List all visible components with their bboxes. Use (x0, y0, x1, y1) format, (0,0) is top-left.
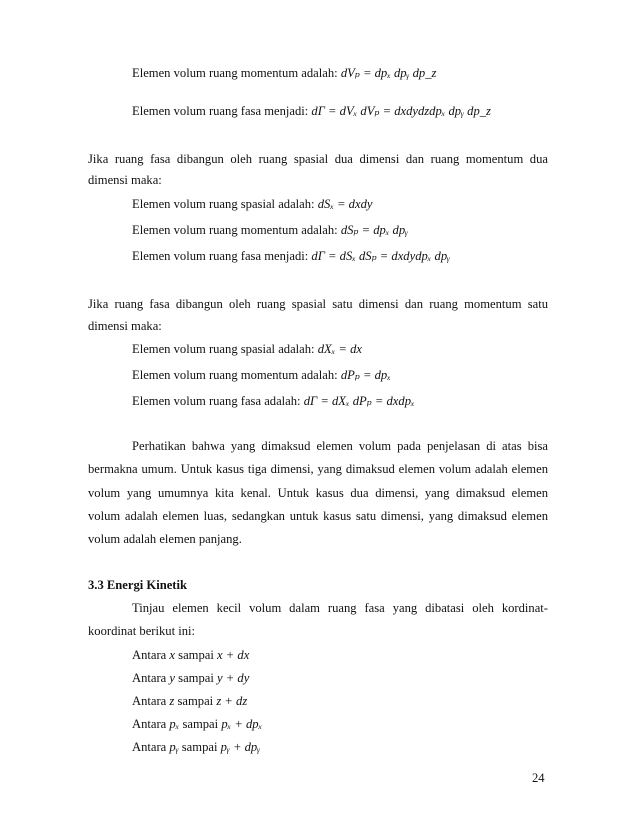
line-phase-volume-1d (132, 393, 415, 409)
paragraph-1d-line-1: Jika ruang fasa dibangun oleh ruang spasial satu dimensi dan ruang momentum satu (88, 297, 548, 311)
range-label: Antara (132, 740, 167, 754)
section-heading: 3.3 Energi Kinetik (88, 578, 188, 592)
paragraph-note-line-5: volum adalah elemen panjang. (88, 532, 242, 546)
math-expression: dΓ = dVₓ dVₚ = dxdydzdpₓ dpᵧ dp_z (311, 104, 491, 118)
line-momentum-volume-3d (132, 65, 436, 81)
line-label: Elemen volum ruang momentum adalah: (132, 368, 338, 382)
range-label: Antara (132, 671, 167, 685)
line-phase-volume-2d (132, 248, 450, 264)
range-start: pₓ (169, 717, 180, 731)
math-expression: dΓ = dSₓ dSₚ = dxdydpₓ dpᵧ (311, 249, 451, 263)
math-expression: dVₚ = dpₓ dpᵧ dp_z (340, 66, 437, 80)
range-mid: sampai (178, 648, 214, 662)
paragraph-note-line-2: bermakna umum. Untuk kasus tiga dimensi, yang dimaksud elemen volum adalah elemen (88, 462, 548, 476)
paragraph-section-line-2: koordinat berikut ini: (88, 624, 196, 638)
line-label: Elemen volum ruang fasa menjadi: (132, 249, 309, 263)
paragraph-2d-line-1: Jika ruang fasa dibangun oleh ruang spasial dua dimensi dan ruang momentum dua (88, 152, 548, 166)
range-start: x (169, 648, 176, 662)
range-end: pₓ + dpₓ (221, 717, 263, 731)
range-py (132, 739, 260, 755)
range-end: pᵧ + dpᵧ (220, 740, 261, 754)
page-number: 24 (532, 771, 545, 785)
range-y (132, 670, 249, 686)
paragraph-1d-line-2: dimensi maka: (88, 319, 162, 333)
line-momentum-volume-2d (132, 222, 408, 238)
line-label: Elemen volum ruang spasial adalah: (132, 342, 315, 356)
paragraph-section-line-1: Tinjau elemen kecil volum dalam ruang fasa yang dibatasi oleh kordinat- (132, 601, 548, 615)
range-label: Antara (132, 648, 167, 662)
paragraph-note-line-4: volum adalah elemen luas, sedangkan untuk kasus satu dimensi, yang dimaksud elemen (88, 509, 548, 523)
line-label: Elemen volum ruang momentum adalah: (132, 66, 338, 80)
range-label: Antara (132, 717, 167, 731)
range-mid: sampai (177, 694, 214, 708)
math-expression: dPₚ = dpₓ (340, 368, 391, 382)
line-label: Elemen volum ruang fasa menjadi: (132, 104, 309, 118)
line-label: Elemen volum ruang momentum adalah: (132, 223, 338, 237)
range-end: y + dy (217, 671, 250, 685)
range-start: pᵧ (169, 740, 179, 754)
range-label: Antara (132, 694, 167, 708)
line-spatial-volume-1d (132, 341, 362, 357)
line-label: Elemen volum ruang fasa adalah: (132, 394, 301, 408)
math-expression: dXₓ = dx (317, 342, 362, 356)
range-start: z (169, 694, 175, 708)
range-x (132, 647, 249, 663)
range-mid: sampai (178, 671, 214, 685)
paragraph-note-line-1: Perhatikan bahwa yang dimaksud elemen volum pada penjelasan di atas bisa (132, 439, 548, 453)
line-phase-volume-3d (132, 103, 491, 119)
paragraph-note-line-3: volum yang umumnya kita kenal. Untuk kasus dua dimensi, yang dimaksud elemen (88, 486, 548, 500)
math-expression: dSₚ = dpₓ dpᵧ (340, 223, 409, 237)
range-end: z + dz (216, 694, 248, 708)
range-z (132, 693, 247, 709)
math-expression: dSₓ = dxdy (317, 197, 373, 211)
paragraph-2d-line-2: dimensi maka: (88, 173, 162, 187)
line-label: Elemen volum ruang spasial adalah: (132, 197, 315, 211)
line-momentum-volume-1d (132, 367, 391, 383)
range-mid: sampai (181, 740, 218, 754)
math-expression: dΓ = dXₓ dPₚ = dxdpₓ (303, 394, 415, 408)
line-spatial-volume-2d (132, 196, 372, 212)
range-end: x + dx (217, 648, 250, 662)
range-start: y (169, 671, 176, 685)
range-mid: sampai (182, 717, 219, 731)
range-px (132, 716, 262, 732)
